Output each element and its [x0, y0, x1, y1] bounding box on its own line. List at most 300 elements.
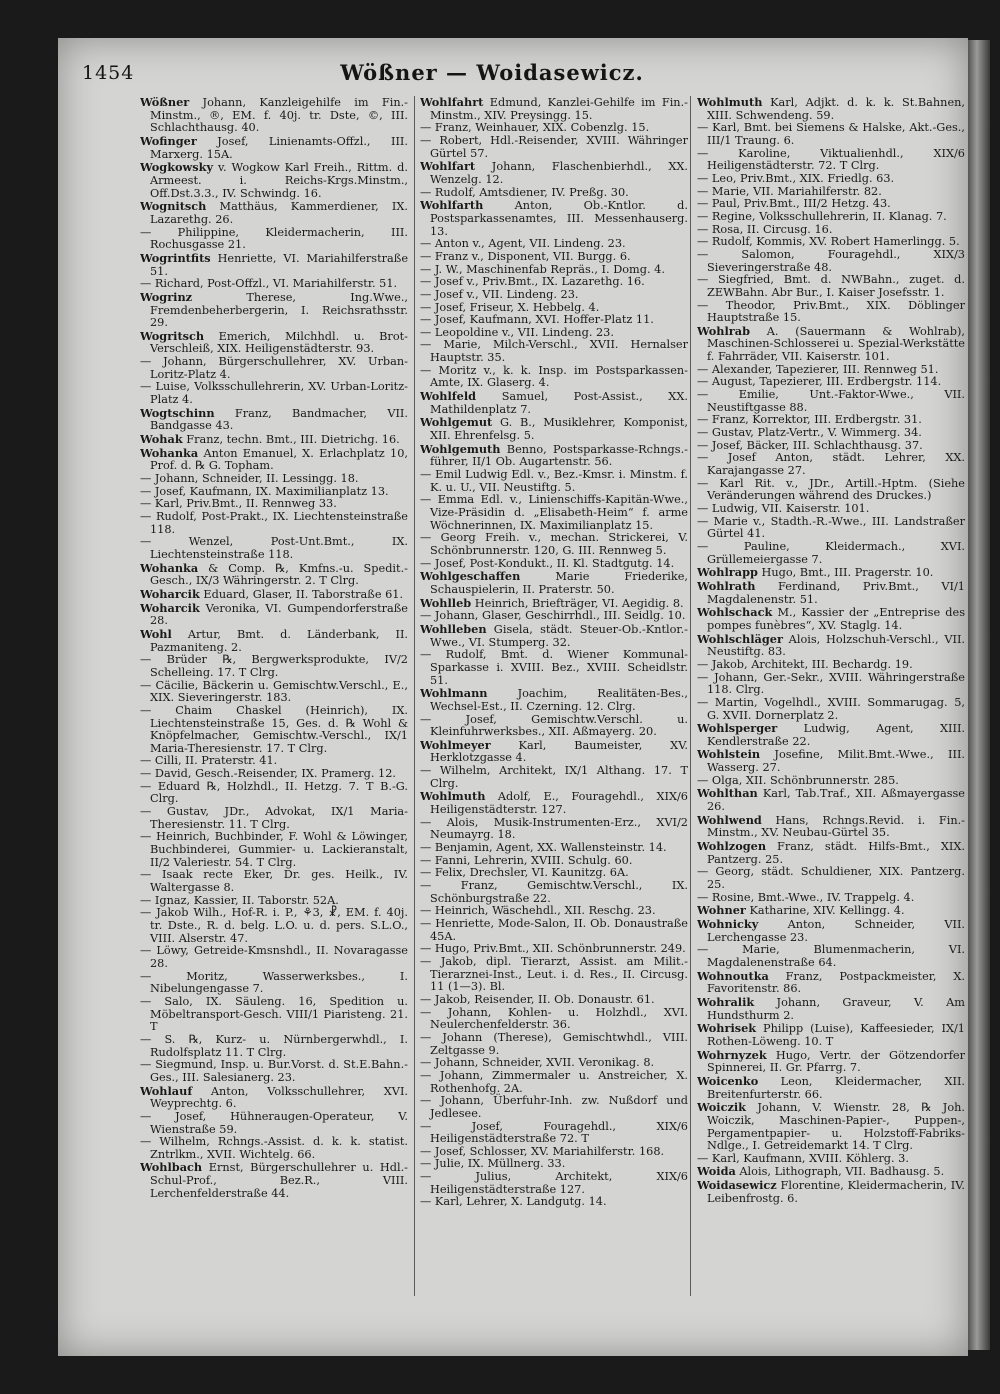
entry-details: — Rudolf, Bmt. d. Wiener Kommunal-Sparkasse i. XVIII. Bez., XVIII. Scheidlstr. 51. [420, 648, 688, 687]
entry-details: — Karl, Bmt. bei Siemens & Halske, Akt.-Ges., III/1 Traung. 6. [697, 121, 965, 147]
entry-details: Josef, Linienamts-Offzl., III. Marxerg. 15A. [150, 134, 408, 161]
entry-details: — Felix, Drechsler, VI. Kaunitzg. 6A. [420, 866, 629, 880]
entry-details: — Julie, IX. Müllnerg. 33. [420, 1157, 566, 1171]
directory-entry [140, 227, 408, 252]
directory-entry [697, 580, 965, 606]
entry-details: — Josef, Schlosser, XV. Mariahilferstr. 168. [420, 1144, 665, 1158]
directory-entry [697, 325, 965, 364]
entry-surname: Woidasewicz [697, 1178, 777, 1193]
entry-details: & Comp. ℞, Kmfns.-u. Spedit.-Gesch., IX/3 Währingerstr. 2. T Clrg. [150, 561, 408, 588]
entry-details: — Josef, Kaufmann, XVI. Hoffer-Platz 11. [420, 313, 654, 327]
entry-details: — Josef, Fouragehdl., XIX/6 Heiligenstädterstraße 72. T [420, 1119, 688, 1146]
directory-entry [420, 469, 688, 494]
directory-entry [420, 623, 688, 649]
entry-details: — David, Gesch.-Reisender, IX. Pramerg. 12. [140, 767, 397, 781]
entry-details: — Pauline, Kleidermach., XVI. Grüllemeiergasse 7. [697, 539, 965, 566]
entry-details: Leon, Kleidermacher, XII. Breitenfurterstr. 66. [707, 1074, 965, 1101]
entry-details: — Johann, Schneider, II. Lessingg. 18. [140, 472, 359, 486]
column-3 [697, 96, 965, 1306]
column-2 [420, 96, 688, 1306]
directory-entry [140, 1161, 408, 1200]
entry-surname: Woharcik [140, 600, 200, 615]
directory-entry [697, 606, 965, 632]
directory-entry [420, 790, 688, 816]
entry-details: — Salo, IX. Säuleng. 16, Spedition u. Möbeltransport-Gesch. VIII/1 Piaristeng. 21. T [140, 994, 408, 1034]
entry-details: — Johann (Therese), Gemischtwhdl., VIII. Zeltgasse 9. [420, 1030, 688, 1057]
directory-entry [140, 588, 408, 602]
directory-entry [697, 970, 965, 996]
entry-details: — Marie, Milch-Verschl., XVII. Hernalser Hauptstr. 35. [420, 338, 688, 365]
entry-details: Hans, Rchngs.Revid. i. Fin.-Minstm., XV. Neubau-Gürtel 35. [707, 813, 965, 840]
entry-surname: Wohlschläger [697, 631, 783, 646]
directory-entry [420, 570, 688, 596]
running-head: Wößner — Woidasewicz. [340, 60, 644, 85]
entry-details: — Josef, Bäcker, III. Schlachthausg. 37. [697, 438, 923, 452]
entry-details: — Wenzel, Post-Unt.Bmt., IX. Liechtensteinstraße 118. [140, 535, 408, 561]
directory-entry [420, 339, 688, 364]
entry-details: — Karl Rit. v., JDr., Artill.-Hptm. (Siehe Veränderungen während des Druckes.) [697, 476, 965, 503]
directory-entry [697, 96, 965, 122]
directory-entry [140, 447, 408, 473]
entry-details: — Leopoldine v., VII. Lindeng. 23. [420, 325, 614, 339]
entry-details: — Josef, Hühneraugen-Operateur, V. Wienstraße 59. [140, 1109, 408, 1136]
entry-surname: Wohlzogen [697, 839, 767, 854]
entry-details: — Leo, Priv.Bmt., XIX. Friedlg. 63. [697, 171, 895, 185]
entry-surname: Wohlleben [420, 621, 487, 636]
entry-surname: Wohlgemuth [420, 441, 501, 456]
entry-surname: Wofinger [140, 133, 197, 148]
entry-details: — Emil Ludwig Edl. v., Bez.-Kmsr. i. Minstm. f. K. u. U., VII. Neustiftg. 5. [420, 468, 688, 494]
directory-entry [697, 748, 965, 774]
directory-entry [140, 135, 408, 161]
directory-entry [420, 739, 688, 765]
entry-details: Gisela, städt. Steuer-Ob.-Kntlor.-Wwe., VI. Stumperg. 32. [430, 622, 688, 649]
directory-entry [697, 148, 965, 173]
entry-details: — Philippine, Kleidermacherin, III. Rochusgasse 21. [140, 225, 408, 252]
directory-entry [140, 806, 408, 831]
entry-details: Philipp (Luise), Kaffeesieder, IX/1 Rothen-Löweng. 10. T [707, 1022, 965, 1048]
directory-entry [140, 1136, 408, 1161]
directory-entry [697, 633, 965, 659]
directory-entry [420, 1171, 688, 1196]
directory-entry [697, 274, 965, 299]
directory-entry [420, 1095, 688, 1120]
directory-entry [140, 680, 408, 705]
entry-details: — Moritz, Wasserwerksbes., I. Nibelungengasse 7. [140, 969, 408, 996]
directory-entry [140, 628, 408, 654]
entry-details: Ernst, Bürgerschullehrer u. Hdl.-Schul-Prof., Bez.R., VIII. Lerchenfelderstraße 44. [150, 1161, 408, 1200]
directory-entry [697, 516, 965, 541]
entry-details: — Gustav, JDr., Advokat, IX/1 Maria-Theresienstr. 11. T Clrg. [140, 805, 408, 831]
directory-entry [697, 672, 965, 697]
entry-details: Karl, Baumeister, XV. Herklotzgasse 4. [430, 738, 688, 765]
entry-surname: Wohnoutka [697, 968, 769, 983]
entry-details: — Johann, Kohlen- u. Holzhdl., XVI. Neulerchenfelderstr. 36. [420, 1005, 688, 1032]
entry-details: Henriette, VI. Mariahilferstraße 51. [150, 251, 408, 278]
entry-surname: Wohlgeschaffen [420, 569, 521, 584]
entry-surname: Wößner [140, 96, 190, 109]
directory-entry [420, 416, 688, 442]
entry-surname: Wohlmuth [420, 789, 486, 804]
directory-entry [420, 160, 688, 186]
directory-entry [420, 1070, 688, 1095]
directory-entry [697, 1179, 965, 1205]
directory-entry [420, 390, 688, 416]
entry-details: Heinrich, Briefträger, VI. Aegidig. 8. [471, 596, 684, 610]
entry-details: — Paul, Priv.Bmt., III/2 Hetzg. 43. [697, 197, 891, 211]
entry-surname: Wogrinz [140, 289, 193, 304]
entry-details: — Moritz v., k. k. Insp. im Postsparkassen-Amte, IX. Glaserg. 4. [420, 363, 688, 390]
entry-details: — Jakob, dipl. Tierarzt, Assist. am Milit.-Tierarznei-Inst., Leut. i. d. Res., II. Circusg. 11 (1—3). Bl. [420, 954, 688, 994]
directory-entry [697, 866, 965, 891]
entry-details: — Löwy, Getreide-Kmsnshdl., II. Novaragasse 28. [140, 944, 408, 970]
entry-details: Anton, Schneider, VII. Lerchengasse 23. [707, 918, 965, 944]
directory-entry [140, 511, 408, 536]
entry-details: — Marie v., Stadth.-R.-Wwe., III. Landstraßer Gürtel 41. [697, 514, 965, 541]
entry-details: — Franz, Gemischtw.Verschl., IX. Schönburgstraße 22. [420, 879, 688, 905]
entry-details: Eduard, Glaser, II. Taborstraße 61. [199, 587, 404, 601]
directory-entry [140, 1034, 408, 1059]
entry-surname: Wogtschinn [140, 405, 215, 420]
entry-details: — Jakob, Reisender, II. Ob. Donaustr. 61. [420, 992, 655, 1006]
directory-entry [140, 96, 408, 135]
entry-surname: Wohlfarth [420, 198, 484, 213]
directory-entry [420, 918, 688, 943]
directory-entry [140, 291, 408, 330]
entry-details: — Karl, Kaufmann, XVIII. Köhlerg. 3. [697, 1151, 909, 1165]
entry-details: Josefine, Milit.Bmt.-Wwe., III. Wasserg. 27. [707, 748, 965, 775]
entry-details: Katharine, XIV. Kellingg. 4. [745, 904, 905, 918]
entry-details: — Wilhelm, Rchngs.-Assist. d. k. k. statist. Zntrlkm., XVII. Wichtelg. 66. [140, 1135, 408, 1161]
entry-surname: Wohlfart [420, 159, 476, 174]
entry-details: Therese, Ing.Wwe., Fremdenbeherbergerin, I. Reichsrathsstr. 29. [150, 290, 408, 330]
directory-entry [697, 697, 965, 722]
entry-details: — Salomon, Fouragehdl., XIX/3 Sieveringerstraße 48. [697, 247, 965, 274]
entry-details: — Eduard ℞, Holzhdl., II. Hetzg. 7. T B.-G. Clrg. [140, 779, 408, 806]
entry-details: — Franz v., Disponent, VII. Burgg. 6. [420, 249, 631, 263]
directory-entry [420, 817, 688, 842]
directory-entry [697, 1075, 965, 1101]
directory-entry [697, 918, 965, 944]
entry-surname: Wohlmeyer [420, 737, 491, 752]
entry-details: — Julius, Architekt, XIX/6 Heiligenstädterstraße 127. [420, 1170, 688, 1196]
entry-surname: Wohlwend [697, 812, 762, 827]
directory-entry [697, 389, 965, 414]
directory-entry [420, 649, 688, 687]
entry-surname: Wohnicky [697, 917, 759, 931]
directory-entry [420, 1121, 688, 1146]
entry-details: — Josef, Kaufmann, IX. Maximilianplatz 13. [140, 484, 389, 498]
page-number: 1454 [82, 62, 135, 84]
directory-entry [140, 1111, 408, 1136]
entry-surname: Wohlrath [697, 578, 756, 593]
entry-details: M., Kassier der „Entreprise des pompes funèbres“, XV. Staglg. 14. [707, 606, 965, 632]
entry-details: — Ludwig, VII. Kaiserstr. 101. [697, 502, 870, 515]
directory-entry [420, 532, 688, 557]
entry-details: Johann, V. Wienstr. 28, ℞ Joh. Woiczik, Maschinen-Papier-, Puppen-, Pergamentpapier- u. Holzstoff-Fabriks-Ndlge., I. Getreidemarkt 14. T Clrg. [707, 1101, 965, 1153]
directory-entry [697, 787, 965, 813]
directory-entry [697, 814, 965, 840]
directory-entry [140, 1085, 408, 1111]
directory-entry [140, 200, 408, 226]
directory-entry [697, 452, 965, 477]
entry-details: Veronika, VI. Gumpendorferstraße 28. [150, 601, 408, 628]
directory-entry [140, 330, 408, 356]
entry-details: — S. ℞, Kurz- u. Nürnbergerwhdl., I. Rudolfsplatz 11. T Clrg. [140, 1032, 408, 1059]
directory-entry [697, 566, 965, 580]
entry-details: — Hugo, Priv.Bmt., XII. Schönbrunnerstr. 249. [420, 942, 686, 956]
entry-details: — Franz, Korrektor, III. Erdbergstr. 31. [697, 413, 922, 427]
entry-details: Alois, Lithograph, VII. Badhausg. 5. [735, 1165, 945, 1179]
entry-details: — Anton v., Agent, VII. Lindeng. 23. [420, 237, 626, 251]
entry-details: Anton Emanuel, X. Erlachplatz 10, Prof. d. ℞ G. Topham. [150, 446, 408, 473]
entry-details: Karl, Adjkt. d. k. k. St.Bahnen, XIII. Schwendeng. 59. [707, 96, 965, 122]
entry-details: — Richard, Post-Offzl., VI. Mariahilferstr. 51. [140, 277, 398, 291]
entry-details: Johann, Graveur, V. Am Hundsthurm 2. [707, 995, 965, 1022]
entry-details: Franz, städt. Hilfs-Bmt., XIX. Pantzerg. 25. [707, 840, 965, 866]
entry-details: — Josef, Gemischtw.Verschl. u. Kleinfuhrwerksbes., XII. Aßmayerg. 20. [420, 712, 688, 739]
entry-details: Johann, Flaschenbierhdl., XX. Wenzelg. 12. [430, 160, 688, 186]
directory-entry [420, 365, 688, 390]
entry-details: — Theodor, Priv.Bmt., XIX. Döblinger Hauptstraße 15. [697, 298, 965, 325]
directory-entry [697, 996, 965, 1022]
entry-surname: Woharcik [140, 586, 200, 601]
entry-details: Samuel, Post-Assist., XX. Mathildenplatz 7. [430, 390, 688, 416]
entry-details: — Marie, Blumenmacherin, VI. Magdalenenstraße 64. [697, 943, 965, 969]
directory-entry [697, 541, 965, 566]
entry-details: Marie Friederike, Schauspielerin, II. Praterstr. 50. [430, 570, 688, 596]
entry-details: — Rudolf, Post-Prakt., IX. Liechtensteinstraße 118. [140, 510, 408, 536]
directory-entry [420, 1032, 688, 1057]
directory-entry [420, 494, 688, 532]
entry-details: — Fanni, Lehrerin, XVIII. Schulg. 60. [420, 853, 633, 867]
entry-details: v. Wogkow Karl Freih., Rittm. d. Armeest. i. Reichs-Krgs.Minstm., Off.Dst.3.3., IV. Schwindg. 16. [150, 161, 408, 200]
entry-details: — Johann, Schneider, XVII. Veronikag. 8. [420, 1056, 655, 1070]
entry-details: Hugo, Vertr. der Götzendorfer Spinnerei, II. Gr. Pfarrg. 7. [707, 1048, 965, 1075]
entry-details: Ferdinand, Priv.Bmt., VI/1 Magdalenenstr. 51. [707, 579, 965, 606]
entry-details: Hugo, Bmt., III. Pragerstr. 10. [757, 566, 934, 580]
entry-details: Johann, Kanzleigehilfe im Fin.-Minstm., ®, EM. f. 40j. tr. Dste, ©, III. Schlachthausg. 40. [150, 96, 408, 135]
directory-entry [420, 880, 688, 905]
entry-surname: Wohlrab [697, 323, 750, 338]
entry-surname: Wohralik [697, 994, 755, 1009]
entry-details: — Chaim Chaskel (Heinrich), IX. Liechtensteinstraße 15, Ges. d. ℞ Wohl & Knöpfelmacher, Gemischtw.-Verschl., IX/1 Maria-Theresienstr. 17. T Clrg. [140, 703, 408, 755]
directory-entry [420, 597, 688, 611]
directory-entry [140, 996, 408, 1034]
directory-entry [697, 1022, 965, 1048]
entry-details: — Rosine, Bmt.-Wwe., IV. Trappelg. 4. [697, 890, 915, 904]
directory-entry [697, 478, 965, 503]
entry-details: — Siegfried, Bmt. d. NWBahn., zuget. d. ZEWBahn. Abr Bur., I. Kaiser Josefsstr. 1. [697, 273, 965, 299]
entry-surname: Wohlgemut [420, 415, 493, 430]
entry-details: — Josef v., Priv.Bmt., IX. Lazarethg. 16. [420, 275, 645, 289]
entry-details: — Jakob Wilh., Hof-R. i. P., ⚘3, ☧, EM. f. 40j. tr. Dste., R. d. belg. L.O. u. d. pers. S.L.O., VIII. Alserstr. 47. [140, 906, 408, 945]
directory-entry [420, 956, 688, 994]
entry-details: — Marie, VII. Mariahilferstr. 82. [697, 184, 882, 198]
entry-details: — Josef Anton, städt. Lehrer, XX. Karajangasse 27. [697, 451, 965, 478]
entry-details: — Josef v., VII. Lindeng. 23. [420, 287, 579, 301]
entry-details: — Alexander, Tapezierer, III. Rennweg 51. [697, 362, 939, 376]
directory-entry [697, 1101, 965, 1153]
entry-details: — Robert, Hdl.-Reisender, XVIII. Währinger Gürtel 57. [420, 133, 688, 160]
entry-details: Karl, Tab.Traf., XII. Aßmayergasse 26. [707, 787, 965, 814]
entry-details: — Rudolf, Kommis, XV. Robert Hamerlingg. 5. [697, 235, 960, 249]
entry-details: Edmund, Kanzlei-Gehilfe im Fin.-Minstm., XIV. Preysingg. 15. [430, 96, 688, 122]
entry-details: — Heinrich, Buchbinder, F. Wohl & Löwinger, Buchbinderei, Gummier- u. Lackieranstalt, II/2 Valeriestr. 54. T Clrg. [140, 830, 408, 869]
entry-surname: Wogritsch [140, 328, 205, 343]
entry-surname: Wogkowsky [140, 160, 214, 175]
directory-entry [697, 840, 965, 866]
entry-details: — Karl, Lehrer, X. Landgutg. 14. [420, 1195, 607, 1209]
entry-details: Benno, Postsparkasse-Rchngs.-führer, II/1 Ob. Augartenstr. 56. [430, 442, 688, 469]
directory-entry [140, 971, 408, 996]
column-divider [690, 96, 691, 1296]
entry-details: — Siegmund, Insp. u. Bur.Vorst. d. St.E.Bahn.-Ges., III. Salesianerg. 23. [140, 1058, 408, 1084]
directory-entry [140, 433, 408, 447]
entry-details: — August, Tapezierer, III. Erdbergstr. 114. [697, 375, 942, 389]
directory-entry [697, 722, 965, 748]
entry-surname: Woicenko [697, 1073, 759, 1088]
entry-surname: Wohanka [140, 445, 199, 460]
entry-surname: Wohlrapp [697, 565, 758, 580]
directory-entry [140, 562, 408, 588]
entry-surname: Wohak [140, 432, 183, 447]
entry-surname: Wohlauf [140, 1083, 193, 1098]
entry-details: — Johann, Überfuhr-Inh. zw. Nußdorf und Jedlesee. [420, 1094, 688, 1120]
directory-entry [420, 765, 688, 790]
entry-details: — Johann, Bürgerschullehrer, XV. Urban-Loritz-Platz 4. [140, 355, 408, 381]
entry-details: — Johann, Ger.-Sekr., XVIII. Währingerstraße 118. Clrg. [697, 670, 965, 697]
entry-details: — Karl, Priv.Bmt., II. Rennweg 33. [140, 497, 337, 511]
entry-details: — Luise, Volksschullehrerin, XV. Urban-Loritz-Platz 4. [140, 380, 408, 407]
directory-entry [697, 1165, 965, 1179]
directory-entry [420, 1007, 688, 1032]
entry-surname: Woida [697, 1164, 736, 1179]
directory-entry [140, 161, 408, 200]
directory-entry [697, 1153, 965, 1166]
directory-entry [140, 869, 408, 894]
directory-entry [420, 443, 688, 469]
directory-entry [140, 602, 408, 628]
entry-surname: Wohlleb [420, 595, 472, 610]
entry-details: — Rudolf, Amtsdiener, IV. Preßg. 30. [420, 185, 629, 199]
entry-surname: Wognitsch [140, 199, 207, 214]
entry-details: — Johann, Glaser, Geschirrhdl., III. Seidlg. 10. [420, 609, 686, 623]
directory-entry [420, 714, 688, 739]
entry-details: — Benjamin, Agent, XX. Wallensteinstr. 14. [420, 841, 667, 855]
entry-details: Artur, Bmt. d. Länderbank, II. Pazmaniteng. 2. [150, 627, 408, 654]
column-1 [140, 96, 408, 1306]
book-spine [968, 40, 990, 1350]
entry-surname: Wohlstein [697, 747, 761, 762]
entry-surname: Wohl [140, 626, 172, 641]
directory-entry [420, 1196, 688, 1209]
entry-details: Emerich, Milchhdl. u. Brot-Verschleiß, XIX. Heiligenstädterstr. 93. [150, 329, 408, 356]
entry-details: Ludwig, Agent, XIII. Kendlerstraße 22. [707, 722, 965, 748]
entry-details: — Henriette, Mode-Salon, II. Ob. Donaustraße 45A. [420, 917, 688, 943]
entry-details: — Martin, Vogelhdl., XVIII. Sommarugag. 5, G. XVII. Dornerplatz 2. [697, 695, 965, 722]
entry-surname: Wohanka [140, 560, 199, 575]
entry-details: — Josef, Post-Kondukt., II. Kl. Stadtgutg. 14. [420, 556, 675, 570]
directory-entry [140, 1059, 408, 1084]
entry-details: — Isaak recte Eker, Dr. ges. Heilk., IV. Waltergasse 8. [140, 868, 408, 895]
entry-details: — Emma Edl. v., Linienschiffs-Kapitän-Wwe., Vize-Präsidin d. „Elisabeth-Heim“ f. arme Wöchnerinnen, IX. Maximilianplatz 15. [420, 493, 688, 532]
entry-details: — Jakob, Architekt, III. Bechardg. 19. [697, 657, 913, 671]
entry-details: Franz, techn. Bmt., III. Dietrichg. 16. [182, 433, 400, 447]
entry-surname: Wohlsperger [697, 721, 778, 736]
entry-details: Alois, Holzschuh-Verschl., VII. Neustiftg. 83. [707, 632, 965, 659]
entry-details: — J. W., Maschinenfab Repräs., I. Domg. 4. [420, 262, 665, 276]
entry-details: Matthäus, Kammerdiener, IX. Lazarethg. 26. [150, 200, 408, 226]
entry-details: A. (Sauermann & Wohlrab), Maschinen-Schlosserei u. Spezial-Werkstätte f. Fahrräder, VII. Kaiserstr. 101. [707, 324, 965, 364]
entry-details: — Brüder ℞, Bergwerksprodukte, IV/2 Schelleing. 17. T Clrg. [140, 653, 408, 679]
entry-details: Anton, Volksschullehrer, XVI. Weyprechtg. 6. [150, 1084, 408, 1111]
entry-details: — Olga, XII. Schönbrunnerstr. 285. [697, 773, 899, 787]
directory-entry [697, 122, 965, 147]
directory-entry [697, 300, 965, 325]
directory-entry [140, 781, 408, 806]
entry-surname: Wohlmann [420, 686, 488, 701]
entry-details: Franz, Postpackmeister, X. Favoritenstr. 86. [707, 969, 965, 996]
directory-entry [140, 381, 408, 406]
entry-surname: Wohlbach [140, 1160, 203, 1175]
entry-details: — Karoline, Viktualienhdl., XIX/6 Heiligenstädterstr. 72. T Clrg. [697, 146, 965, 173]
entry-details: Franz, Bandmacher, VII. Bandgasse 43. [150, 406, 408, 433]
entry-surname: Woiczik [697, 1100, 747, 1115]
entry-details: G. B., Musiklehrer, Komponist, XII. Ehrenfelsg. 5. [430, 416, 688, 443]
directory-entry [697, 904, 965, 918]
entry-details: — Johann, Zimmermaler u. Anstreicher, X. Rothenhofg. 2A. [420, 1068, 688, 1095]
entry-details: — Georg Freih. v., mechan. Strickerei, V. Schönbrunnerstr. 120, G. III. Rennweg 5. [420, 531, 688, 557]
directory-entry [140, 356, 408, 381]
entry-details: — Cilli, II. Praterstr. 41. [140, 754, 278, 768]
column-divider [414, 96, 415, 1296]
entry-surname: Wogrintfits [140, 250, 211, 265]
entry-details: — Gustav, Platz-Vertr., V. Wimmerg. 34. [697, 426, 922, 440]
entry-details: — Josef, Friseur, X. Hebbelg. 4. [420, 300, 600, 314]
entry-details: — Regine, Volksschullehrerin, II. Klanag. 7. [697, 209, 947, 223]
entry-surname: Wohrnyzek [697, 1047, 767, 1062]
directory-entry [140, 536, 408, 561]
directory-entry [140, 907, 408, 945]
entry-surname: Wohlmuth [697, 96, 763, 109]
entry-details: Joachim, Realitäten-Bes., Wechsel-Est., II. Czerning. 12. Clrg. [430, 687, 688, 713]
directory-entry [140, 705, 408, 756]
directory-entry [697, 1049, 965, 1075]
directory-entry [697, 944, 965, 969]
entry-surname: Wohlfahrt [420, 96, 484, 109]
entry-surname: Wohner [697, 903, 746, 918]
entry-details: — Heinrich, Wäschehdl., XII. Reschg. 23. [420, 904, 656, 918]
directory-entry [420, 135, 688, 160]
directory-entry [140, 407, 408, 433]
directory-entry [140, 252, 408, 278]
directory-entry [140, 831, 408, 869]
entry-surname: Wohlthan [697, 786, 758, 801]
entry-details: — Cäcilie, Bäckerin u. Gemischtw.Verschl., E., XIX. Sieveringerstr. 183. [140, 678, 408, 705]
entry-details: — Emilie, Unt.-Faktor-Wwe., VII. Neustiftgasse 88. [697, 388, 965, 414]
entry-details: — Franz, Weinhauer, XIX. Cobenzlg. 15. [420, 121, 650, 135]
directory-entry [420, 96, 688, 122]
directory-entry [420, 687, 688, 713]
entry-details: — Rosa, II. Circusg. 16. [697, 222, 833, 236]
directory-entry [420, 199, 688, 238]
entry-details: — Ignaz, Kassier, II. Taborstr. 52A. [140, 893, 339, 907]
entry-details: — Alois, Musik-Instrumenten-Erz., XVI/2 Neumayrg. 18. [420, 815, 688, 842]
entry-details: — Georg, städt. Schuldiener, XIX. Pantzerg. 25. [697, 865, 965, 892]
entry-surname: Wohlschack [697, 605, 773, 620]
directory-entry [697, 249, 965, 274]
